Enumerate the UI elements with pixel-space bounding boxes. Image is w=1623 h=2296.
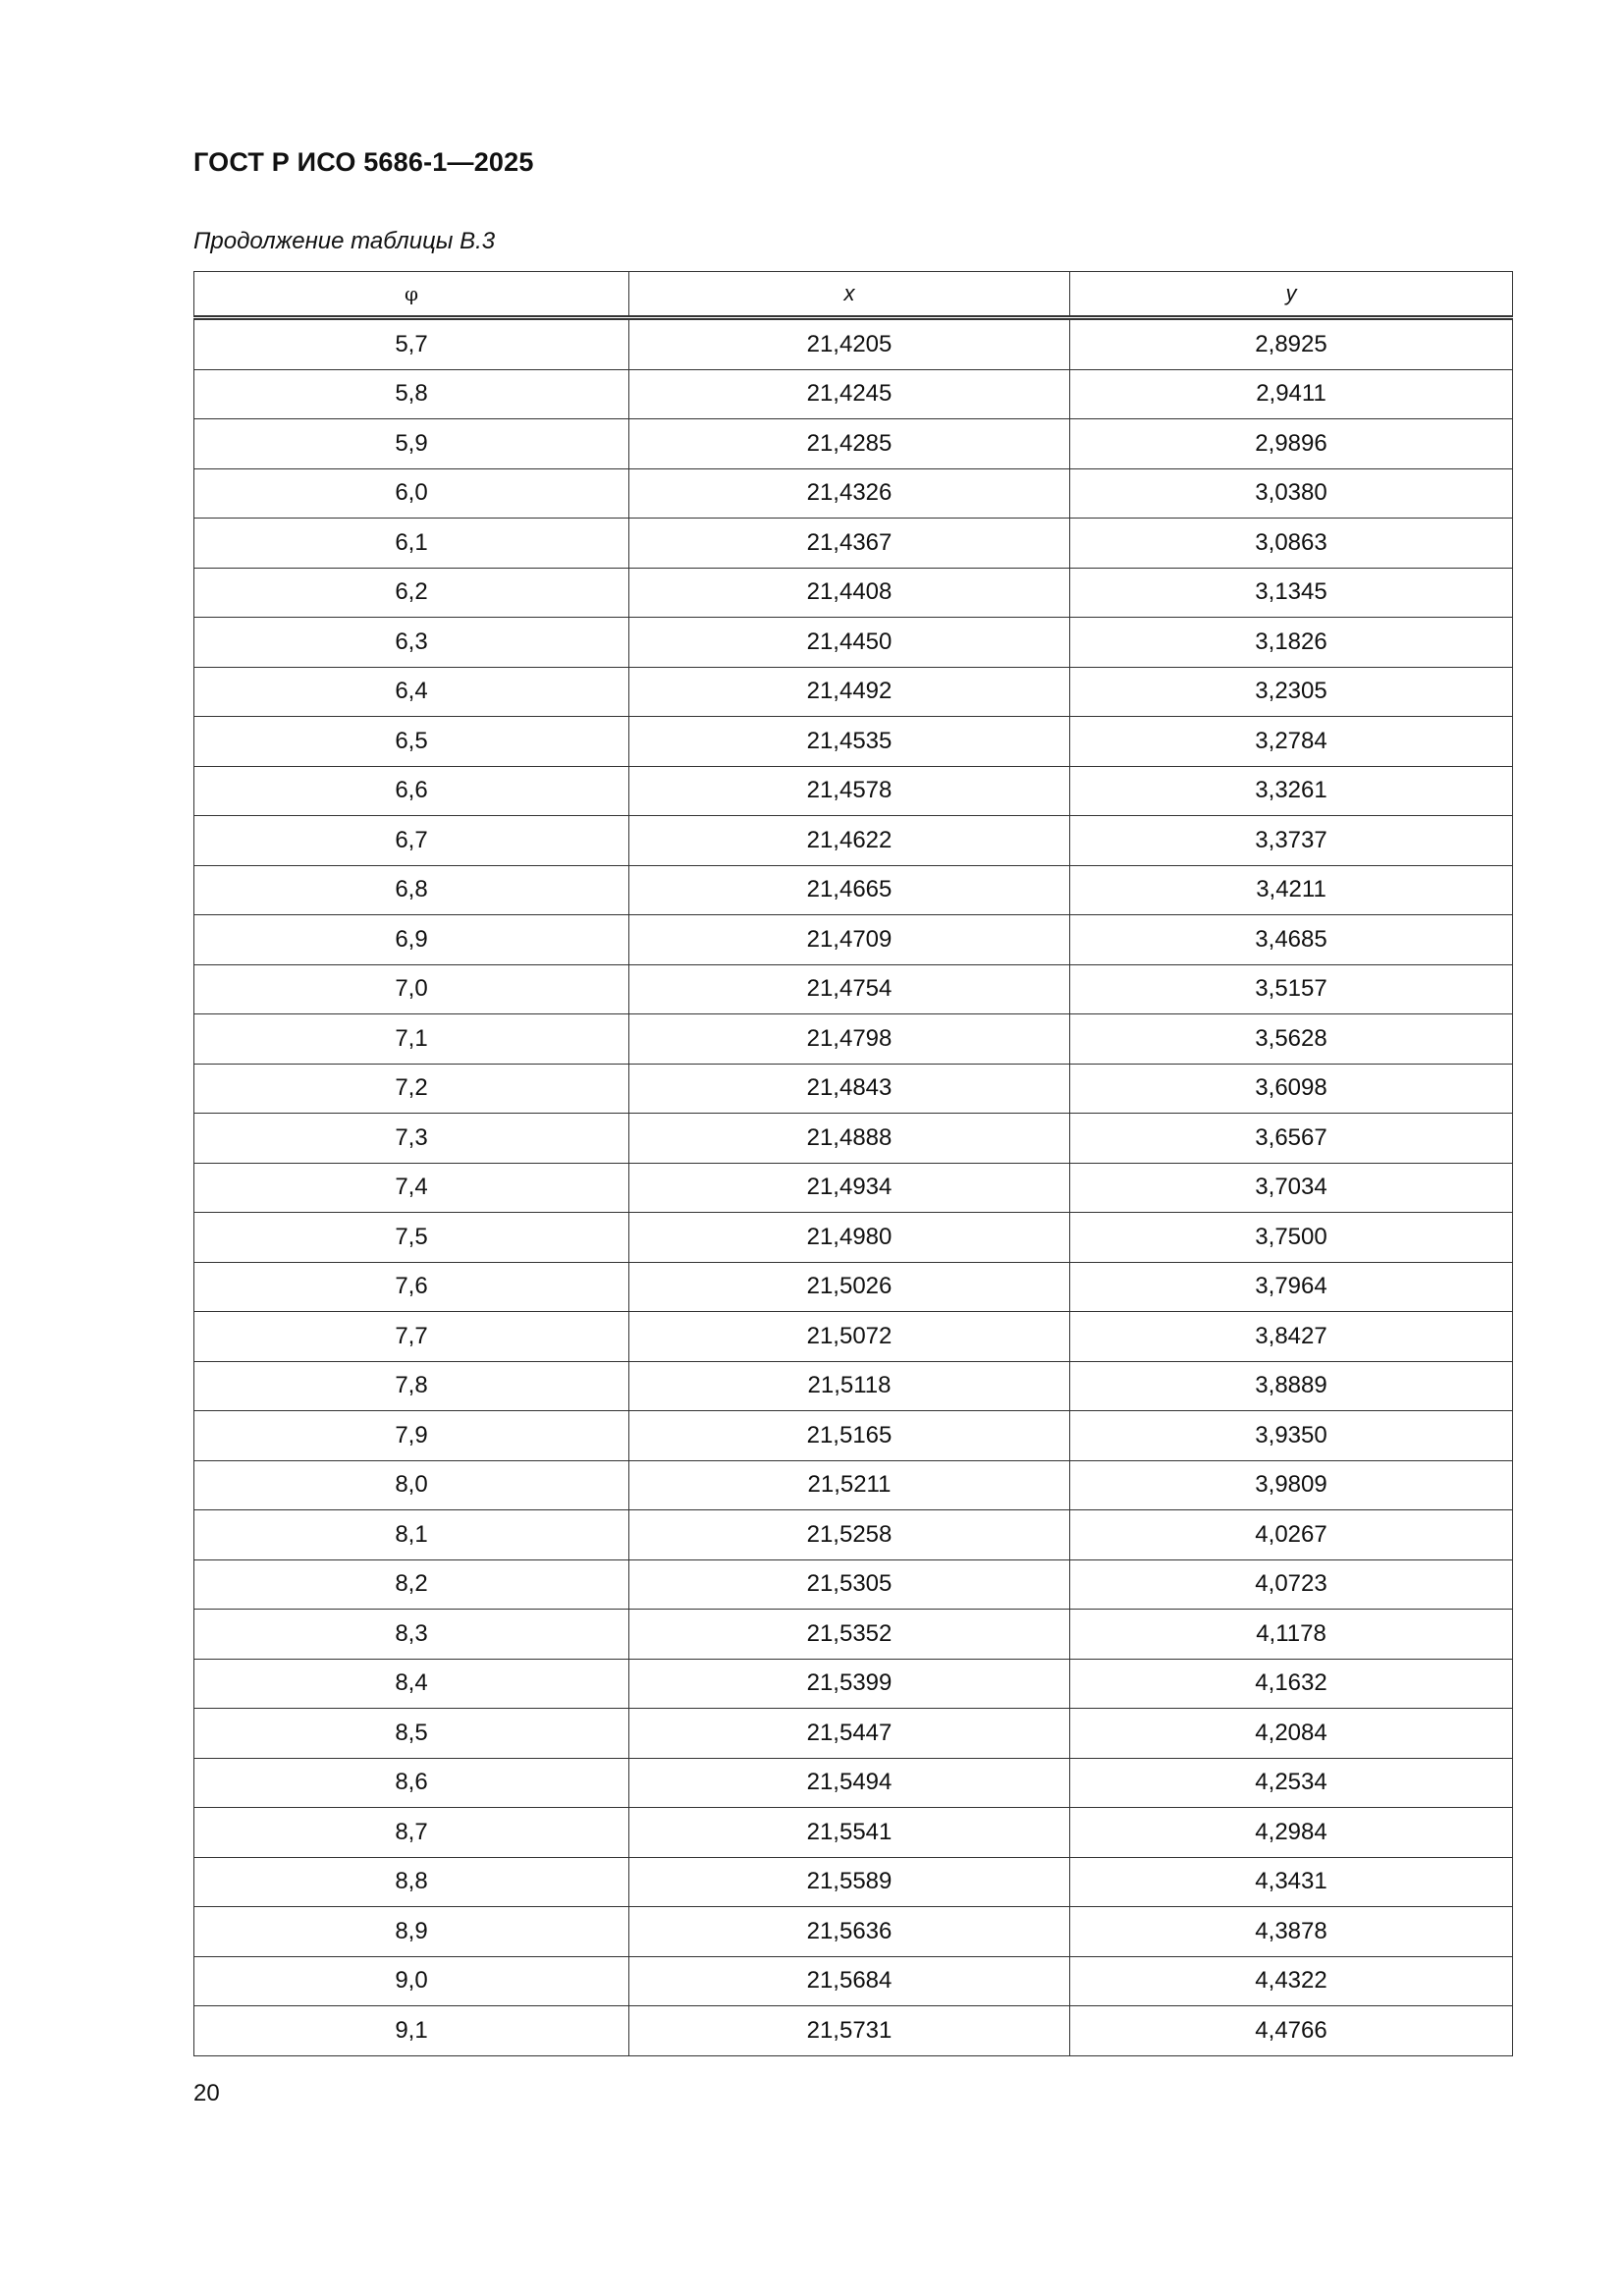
cell-y: 3,7034: [1070, 1163, 1513, 1213]
cell-y: 3,4685: [1070, 915, 1513, 965]
table-row: [194, 865, 1513, 915]
cell-phi: 5,7: [194, 318, 629, 370]
column-header-y: y: [1070, 272, 1513, 318]
cell-y: 3,7964: [1070, 1262, 1513, 1312]
cell-phi: 8,6: [194, 1758, 629, 1808]
cell-x: 21,4578: [629, 766, 1070, 816]
cell-phi: 6,8: [194, 865, 629, 915]
table-body: [194, 318, 1513, 2056]
cell-x: 21,5589: [629, 1857, 1070, 1907]
cell-y: 3,8889: [1070, 1361, 1513, 1411]
table-row: [194, 468, 1513, 519]
cell-phi: 5,8: [194, 369, 629, 419]
cell-y: 3,9809: [1070, 1460, 1513, 1510]
table-header: [194, 272, 1513, 318]
cell-phi: 6,2: [194, 568, 629, 618]
cell-y: 3,3737: [1070, 816, 1513, 866]
cell-x: 21,4245: [629, 369, 1070, 419]
cell-x: 21,5118: [629, 1361, 1070, 1411]
table-row: [194, 568, 1513, 618]
cell-x: 21,4622: [629, 816, 1070, 866]
cell-y: 4,2984: [1070, 1808, 1513, 1858]
table-row: [194, 1213, 1513, 1263]
table-row: [194, 964, 1513, 1014]
table-row: [194, 1510, 1513, 1560]
cell-phi: 7,7: [194, 1312, 629, 1362]
cell-y: 4,0723: [1070, 1559, 1513, 1610]
cell-phi: 7,5: [194, 1213, 629, 1263]
table-row: [194, 2006, 1513, 2056]
table-row: [194, 816, 1513, 866]
cell-y: 4,4322: [1070, 1956, 1513, 2006]
table-row: [194, 419, 1513, 469]
cell-y: 3,4211: [1070, 865, 1513, 915]
cell-phi: 6,5: [194, 717, 629, 767]
table-row: [194, 717, 1513, 767]
table-row: [194, 1758, 1513, 1808]
cell-y: 3,7500: [1070, 1213, 1513, 1263]
cell-x: 21,4326: [629, 468, 1070, 519]
table-row: [194, 1907, 1513, 1957]
cell-y: 4,4766: [1070, 2006, 1513, 2056]
cell-phi: 7,2: [194, 1064, 629, 1114]
cell-phi: 6,0: [194, 468, 629, 519]
cell-x: 21,4980: [629, 1213, 1070, 1263]
cell-y: 3,0863: [1070, 519, 1513, 569]
cell-y: 4,3431: [1070, 1857, 1513, 1907]
cell-phi: 6,6: [194, 766, 629, 816]
cell-phi: 8,1: [194, 1510, 629, 1560]
cell-phi: 7,1: [194, 1014, 629, 1065]
cell-phi: 7,6: [194, 1262, 629, 1312]
cell-phi: 6,9: [194, 915, 629, 965]
table-row: [194, 318, 1513, 370]
cell-phi: 8,0: [194, 1460, 629, 1510]
table-row: [194, 1262, 1513, 1312]
cell-phi: 8,5: [194, 1709, 629, 1759]
cell-phi: 7,0: [194, 964, 629, 1014]
cell-x: 21,4492: [629, 667, 1070, 717]
table-row: [194, 1956, 1513, 2006]
cell-y: 4,3878: [1070, 1907, 1513, 1957]
table-row: [194, 766, 1513, 816]
cell-phi: 9,0: [194, 1956, 629, 2006]
cell-phi: 8,8: [194, 1857, 629, 1907]
document-header: ГОСТ Р ИСО 5686-1—2025: [193, 147, 534, 177]
cell-x: 21,4843: [629, 1064, 1070, 1114]
cell-y: 3,2784: [1070, 717, 1513, 767]
table-row: [194, 1064, 1513, 1114]
cell-x: 21,4205: [629, 318, 1070, 370]
table-row: [194, 1114, 1513, 1164]
cell-phi: 7,9: [194, 1411, 629, 1461]
cell-phi: 9,1: [194, 2006, 629, 2056]
cell-phi: 6,1: [194, 519, 629, 569]
cell-y: 3,8427: [1070, 1312, 1513, 1362]
cell-x: 21,4535: [629, 717, 1070, 767]
cell-y: 4,1632: [1070, 1659, 1513, 1709]
table-row: [194, 1014, 1513, 1065]
cell-y: 2,8925: [1070, 318, 1513, 370]
cell-x: 21,5072: [629, 1312, 1070, 1362]
table-row: [194, 1559, 1513, 1610]
cell-phi: 5,9: [194, 419, 629, 469]
cell-y: 3,2305: [1070, 667, 1513, 717]
cell-y: 3,5628: [1070, 1014, 1513, 1065]
cell-x: 21,5399: [629, 1659, 1070, 1709]
cell-x: 21,5211: [629, 1460, 1070, 1510]
table-row: [194, 618, 1513, 668]
cell-y: 3,5157: [1070, 964, 1513, 1014]
cell-y: 3,1345: [1070, 568, 1513, 618]
cell-x: 21,5305: [629, 1559, 1070, 1610]
cell-y: 3,6567: [1070, 1114, 1513, 1164]
cell-x: 21,4754: [629, 964, 1070, 1014]
cell-x: 21,5731: [629, 2006, 1070, 2056]
cell-x: 21,4408: [629, 568, 1070, 618]
table-row: [194, 1361, 1513, 1411]
cell-phi: 6,7: [194, 816, 629, 866]
table-row: [194, 1163, 1513, 1213]
cell-x: 21,5636: [629, 1907, 1070, 1957]
table-header-row: [194, 272, 1513, 318]
cell-y: 4,0267: [1070, 1510, 1513, 1560]
cell-phi: 7,3: [194, 1114, 629, 1164]
cell-phi: 7,4: [194, 1163, 629, 1213]
column-header-phi: φ: [194, 272, 629, 318]
cell-x: 21,4798: [629, 1014, 1070, 1065]
cell-x: 21,5352: [629, 1610, 1070, 1660]
table-row: [194, 369, 1513, 419]
cell-y: 3,9350: [1070, 1411, 1513, 1461]
cell-phi: 8,2: [194, 1559, 629, 1610]
table-row: [194, 1460, 1513, 1510]
table-row: [194, 1411, 1513, 1461]
table-row: [194, 1709, 1513, 1759]
cell-phi: 6,3: [194, 618, 629, 668]
cell-phi: 6,4: [194, 667, 629, 717]
cell-y: 4,2534: [1070, 1758, 1513, 1808]
cell-phi: 8,9: [194, 1907, 629, 1957]
cell-x: 21,4665: [629, 865, 1070, 915]
cell-y: 3,0380: [1070, 468, 1513, 519]
cell-x: 21,4285: [629, 419, 1070, 469]
cell-x: 21,4367: [629, 519, 1070, 569]
cell-x: 21,4934: [629, 1163, 1070, 1213]
cell-y: 3,3261: [1070, 766, 1513, 816]
cell-phi: 8,3: [194, 1610, 629, 1660]
table-row: [194, 1312, 1513, 1362]
cell-x: 21,4888: [629, 1114, 1070, 1164]
table-row: [194, 667, 1513, 717]
cell-x: 21,5494: [629, 1758, 1070, 1808]
table-row: [194, 1659, 1513, 1709]
table-caption: Продолжение таблицы В.3: [193, 228, 496, 254]
cell-x: 21,5447: [629, 1709, 1070, 1759]
cell-y: 3,1826: [1070, 618, 1513, 668]
cell-x: 21,4450: [629, 618, 1070, 668]
cell-y: 2,9896: [1070, 419, 1513, 469]
cell-phi: 8,4: [194, 1659, 629, 1709]
cell-y: 4,2084: [1070, 1709, 1513, 1759]
table-row: [194, 1857, 1513, 1907]
table-row: [194, 1808, 1513, 1858]
cell-x: 21,5684: [629, 1956, 1070, 2006]
cell-x: 21,4709: [629, 915, 1070, 965]
cell-x: 21,5541: [629, 1808, 1070, 1858]
cell-x: 21,5258: [629, 1510, 1070, 1560]
cell-x: 21,5026: [629, 1262, 1070, 1312]
cell-x: 21,5165: [629, 1411, 1070, 1461]
table-row: [194, 1610, 1513, 1660]
page-number: 20: [193, 2080, 220, 2106]
data-table: [193, 271, 1513, 2056]
table-row: [194, 519, 1513, 569]
cell-y: 2,9411: [1070, 369, 1513, 419]
column-header-x: x: [629, 272, 1070, 318]
cell-phi: 7,8: [194, 1361, 629, 1411]
cell-y: 3,6098: [1070, 1064, 1513, 1114]
table-row: [194, 915, 1513, 965]
cell-y: 4,1178: [1070, 1610, 1513, 1660]
cell-phi: 8,7: [194, 1808, 629, 1858]
